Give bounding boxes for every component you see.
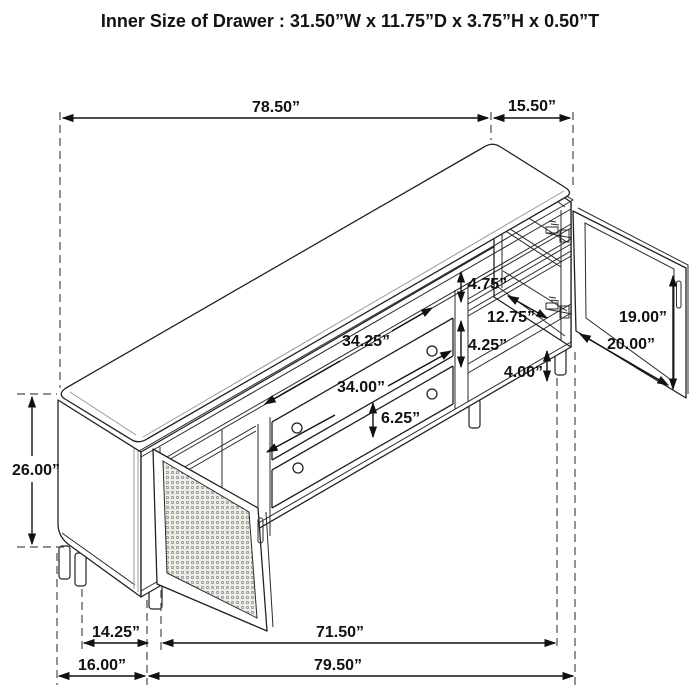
dim-label-door-width: 20.00” bbox=[606, 336, 656, 353]
drawer-knob bbox=[427, 346, 437, 356]
dim-label-base-overall-width: 79.50” bbox=[313, 657, 363, 674]
leg-left-rear bbox=[59, 546, 70, 579]
dim-label-drawer-front-width: 34.00” bbox=[336, 379, 386, 396]
drawer-knob bbox=[427, 389, 437, 399]
dim-label-base-span: 71.50” bbox=[315, 624, 365, 641]
dim-label-leg-height: 4.00” bbox=[503, 364, 543, 381]
drawer-knob bbox=[293, 463, 303, 473]
dim-label-lower-shelf-gap: 4.25” bbox=[468, 337, 508, 354]
dim-label-front-left-offset: 14.25” bbox=[91, 624, 141, 641]
dim-label-overall-top-width: 78.50” bbox=[251, 99, 301, 116]
glass-door bbox=[573, 208, 688, 398]
dim-label-cabinet-height: 26.00” bbox=[11, 462, 61, 479]
dim-label-side-depth-bottom: 16.00” bbox=[77, 657, 127, 674]
dim-label-drawer-front-height: 6.25” bbox=[381, 410, 421, 427]
leg-left-front bbox=[75, 553, 86, 586]
dim-label-drawer-opening-width: 34.25” bbox=[341, 333, 391, 350]
dim-label-top-depth: 15.50” bbox=[507, 98, 557, 115]
drawer-knob bbox=[292, 423, 302, 433]
diagram-title: Inner Size of Drawer : 31.50”W x 11.75”D x 3.75”H x 0.50”T bbox=[100, 11, 600, 31]
dim-label-upper-shelf-gap: 4.75” bbox=[468, 276, 508, 293]
dim-label-door-height: 19.00” bbox=[618, 309, 667, 326]
dim-label-compartment-depth: 12.75” bbox=[486, 309, 536, 326]
